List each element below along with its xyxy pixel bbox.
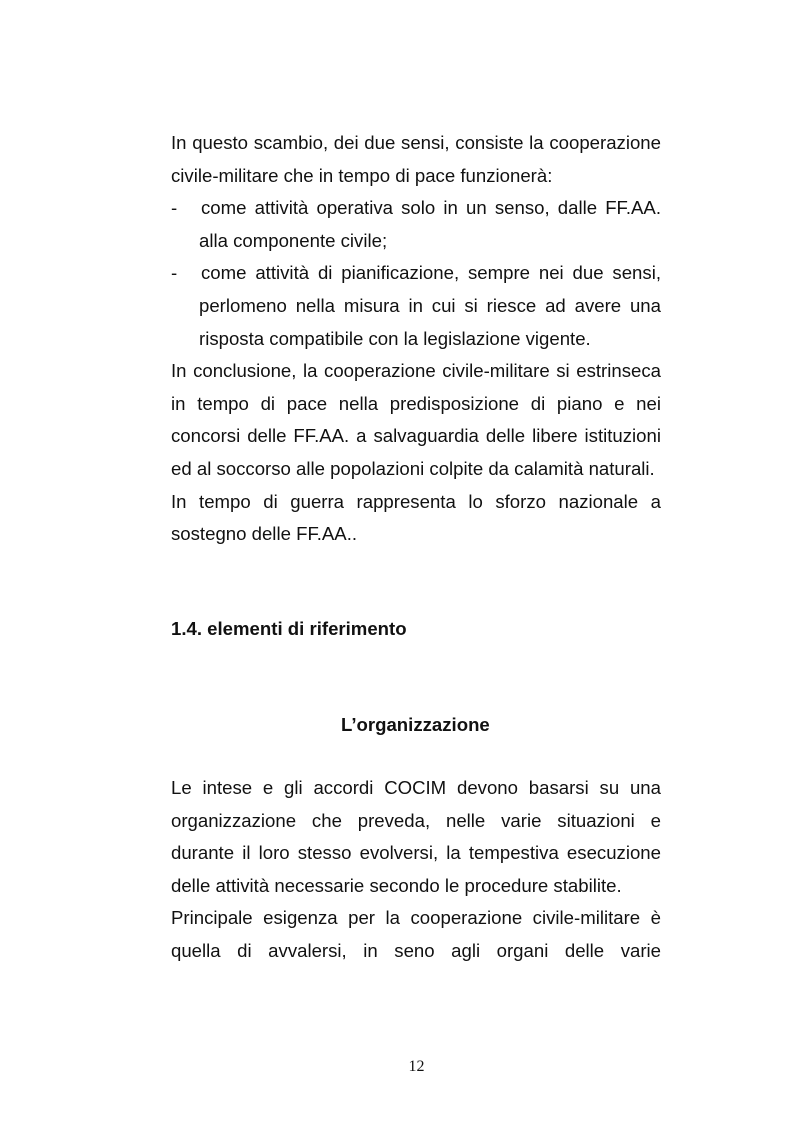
text-line: Principale esigenza per la cooperazione civile-militare è: [171, 907, 661, 929]
text-line: quella di avvalersi, in seno agli organi delle varie: [171, 940, 661, 961]
bullet-dash: -: [171, 262, 178, 284]
text-line: civile-militare che in tempo di pace funzionerà:: [171, 164, 553, 186]
text-line: come attività di pianificazione, sempre nei due sensi,: [201, 262, 661, 284]
text-line: come attività operativa solo in un senso, dalle FF.AA.: [201, 197, 661, 219]
text-line: In tempo di guerra rappresenta lo sforzo nazionale a: [171, 490, 661, 512]
subheading: L’organizzazione: [341, 714, 490, 735]
text-line: perlomeno nella misura in cui si riesce ad avere una: [199, 295, 661, 316]
text-line: ed al soccorso alle popolazioni colpite da calamità naturali.: [171, 458, 655, 479]
text-line: delle attività necessarie secondo le procedure stabilite.: [171, 874, 622, 896]
text-line: durante il loro stesso evolversi, la tempestiva esecuzione: [171, 842, 661, 864]
text-line: concorsi delle FF.AA. a salvaguardia delle libere istituzioni: [171, 425, 661, 447]
text-line: risposta compatibile con la legislazione vigente.: [199, 327, 591, 349]
text-line: In conclusione, la cooperazione civile-militare si estrinseca: [171, 360, 661, 382]
bullet-dash: -: [171, 197, 178, 219]
text-line: sostegno delle FF.AA..: [171, 523, 358, 545]
text-line: alla componente civile;: [199, 229, 388, 251]
section-heading: 1.4. elementi di riferimento: [171, 618, 407, 639]
page-number: 12: [408, 1058, 425, 1075]
text-line: Le intese e gli accordi COCIM devono basarsi su una: [171, 777, 661, 798]
text-line: in tempo di pace nella predisposizione di piano e nei: [171, 392, 661, 414]
text-line: In questo scambio, dei due sensi, consiste la cooperazione: [171, 132, 661, 153]
text-line: organizzazione che preveda, nelle varie situazioni e: [171, 809, 661, 831]
